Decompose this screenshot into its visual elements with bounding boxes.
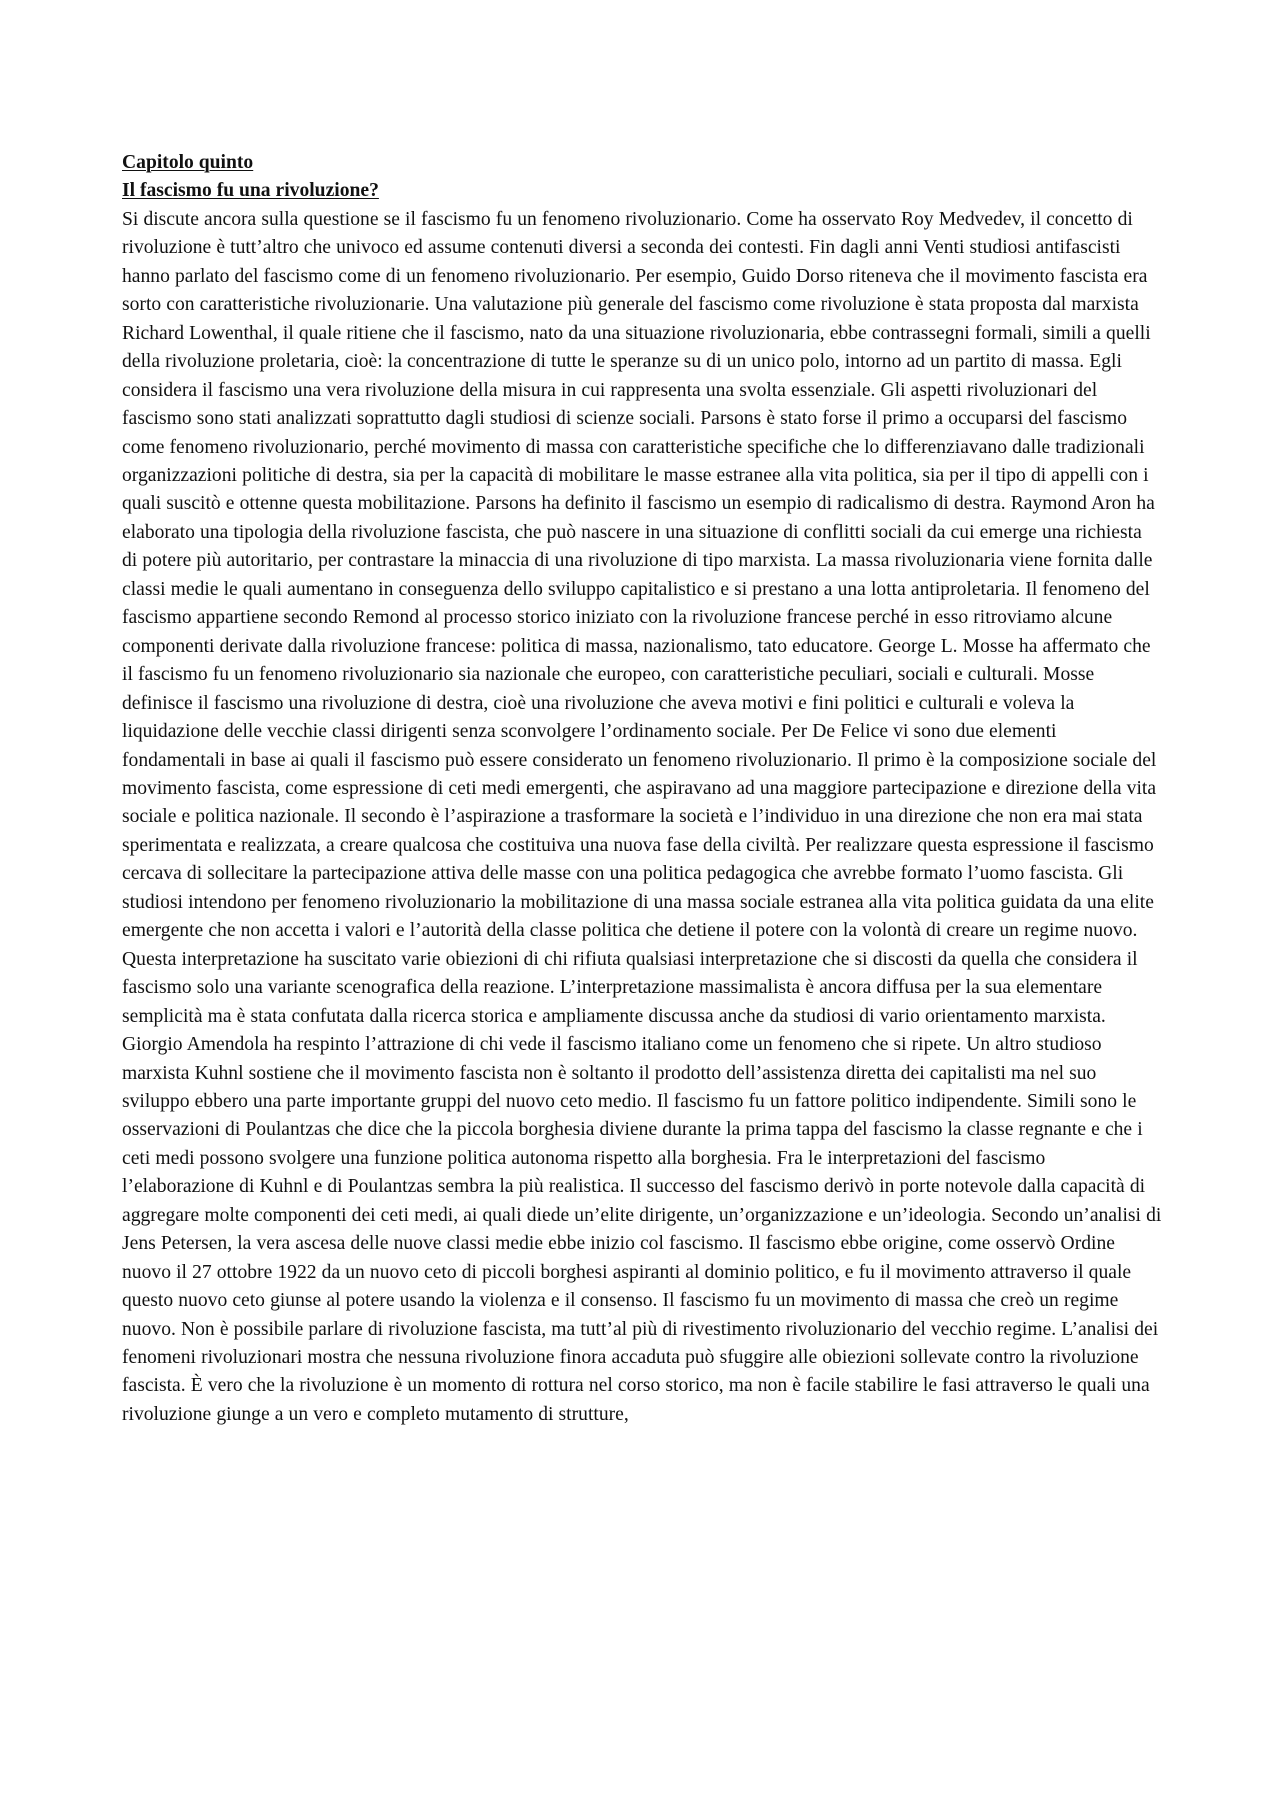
- body-paragraph: Si discute ancora sulla questione se il fascismo fu un fenomeno rivoluzionario. Come ha osservato Roy Medvedev, il concetto di rivoluzione è tutt’altro che univoco ed assume contenuti diversi a seconda dei contesti. Fin dagli anni Venti studiosi antifascisti hanno parlato del fascismo come di un fenomeno rivoluzionario. Per esempio, Guido Dorso riteneva che il movimento fascista era sorto con caratteristiche rivoluzionarie. Una valutazione più generale del fascismo come rivoluzione è stata proposta dal marxista Richard Lowenthal, il quale ritiene che il fascismo, nato da una situazione rivoluzionaria, ebbe contrassegni formali, simili a quelli della rivoluzione proletaria, cioè: la concentrazione di tutte le speranze su di un unico polo, intorno ad un partito di massa. Egli considera il fascismo una vera rivoluzione della misura in cui rappresenta una svolta essenziale. Gli aspetti rivoluzionari del fascismo sono stati analizzati soprattutto dagli studiosi di scienze sociali. Parsons è stato forse il primo a occuparsi del fascismo come fenomeno rivoluzionario, perché movimento di massa con caratteristiche specifiche che lo differenziavano dalle tradizionali organizzazioni politiche di destra, sia per la capacità di mobilitare le masse estranee alla vita politica, sia per il tipo di appelli con i quali suscitò e ottenne questa mobilitazione. Parsons ha definito il fascismo un esempio di radicalismo di destra. Raymond Aron ha elaborato una tipologia della rivoluzione fascista, che può nascere in una situazione di conflitti sociali da cui emerge una richiesta di potere più autoritario, per contrastare la minaccia di una rivoluzione di tipo marxista. La massa rivoluzionaria viene fornita dalle classi medie le quali aumentano in conseguenza dello sviluppo capitalistico e si prestano a una lotta antiproletaria. Il fenomeno del fascismo appartiene secondo Remond al processo storico iniziato con la rivoluzione francese perché in esso ritroviamo alcune componenti derivate dalla rivoluzione francese: politica di massa, nazionalismo, tato educatore. George L. Mosse ha affermato che il fascismo fu un fenomeno rivoluzionario sia nazionale che europeo, con caratteristiche peculiari, sociali e culturali. Mosse definisce il fascismo una rivoluzione di destra, cioè una rivoluzione che aveva motivi e fini politici e culturali e voleva la liquidazione delle vecchie classi dirigenti senza sconvolgere l’ordinamento sociale. Per De Felice vi sono due elementi fondamentali in base ai quali il fascismo può essere considerato un fenomeno rivoluzionario. Il primo è la composizione sociale del movimento fascista, come espressione di ceti medi emergenti, che aspiravano ad una maggiore partecipazione e direzione della vita sociale e politica nazionale. Il secondo è l’aspirazione a trasformare la società e l’individuo in una direzione che non era mai stata sperimentata e realizzata, a creare qualcosa che costituiva una nuova fase della civiltà. Per realizzare questa espressione il fascismo cercava di sollecitare la partecipazione attiva delle masse con una politica pedagogica che avrebbe formato l’uomo fascista. Gli studiosi intendono per fenomeno rivoluzionario la mobilitazione di una massa sociale estranea alla vita politica guidata da una elite emergente che non accetta i valori e l’autorità della classe politica che detiene il potere con la volontà di creare un regime nuovo. Questa interpretazione ha suscitato varie obiezioni di chi rifiuta qualsiasi interpretazione che si discosti da quella che considera il fascismo solo una variante scenografica della reazione. L’interpretazione massimalista è ancora diffusa per la sua elementare semplicità ma è stata confutata dalla ricerca storica e ampliamente discussa anche da studiosi di vario orientamento marxista. Giorgio Amendola ha respinto l’attrazione di chi vede il fascismo italiano come un fenomeno che si ripete. Un altro studioso marxista Kuhnl sostiene che il movimento fascista non è soltanto il prodotto dell’assistenza diretta dei capitalisti ma nel suo sviluppo ebbero una parte importante gruppi del nuovo ceto medio. Il fascismo fu un fattore politico indipendente. Simili sono le osservazioni di Poulantzas che dice che la piccola borghesia diviene durante la prima tappa del fascismo la classe regnante e che i ceti medi possono svolgere una funzione politica autonoma rispetto alla borghesia. Fra le interpretazioni del fascismo l’elaborazione di Kuhnl e di Poulantzas sembra la più realistica. Il successo del fascismo derivò in porte notevole dalla capacità di aggregare molte componenti dei ceti medi, ai quali diede un’elite dirigente, un’organizzazione e un’ideologia. Secondo un’analisi di Jens Petersen, la vera ascesa delle nuove classi medie ebbe inizio col fascismo. Il fascismo ebbe origine, come osservò Ordine nuovo il 27 ottobre 1922 da un nuovo ceto di piccoli borghesi aspiranti al dominio politico, e fu il movimento attraverso il quale questo nuovo ceto giunse al potere usando la violenza e il consenso. Il fascismo fu un movimento di massa che creò un regime nuovo. Non è possibile parlare di rivoluzione fascista, ma tutt’al più di rivestimento rivoluzionario del vecchio regime. L’analisi dei fenomeni rivoluzionari mostra che nessuna rivoluzione finora accaduta può sfuggire alle obiezioni sollevate contro la rivoluzione fascista. È vero che la rivoluzione è un momento di rottura nel corso storico, ma non è facile stabilire le fasi attraverso le quali una rivoluzione giunge a un vero e completo mutamento di strutture,: [122, 208, 1162, 1425]
- chapter-title: Il fascismo fu una rivoluzione?: [122, 180, 379, 202]
- document-page: [122, 149, 1162, 1429]
- chapter-label: Capitolo quinto: [122, 152, 254, 173]
